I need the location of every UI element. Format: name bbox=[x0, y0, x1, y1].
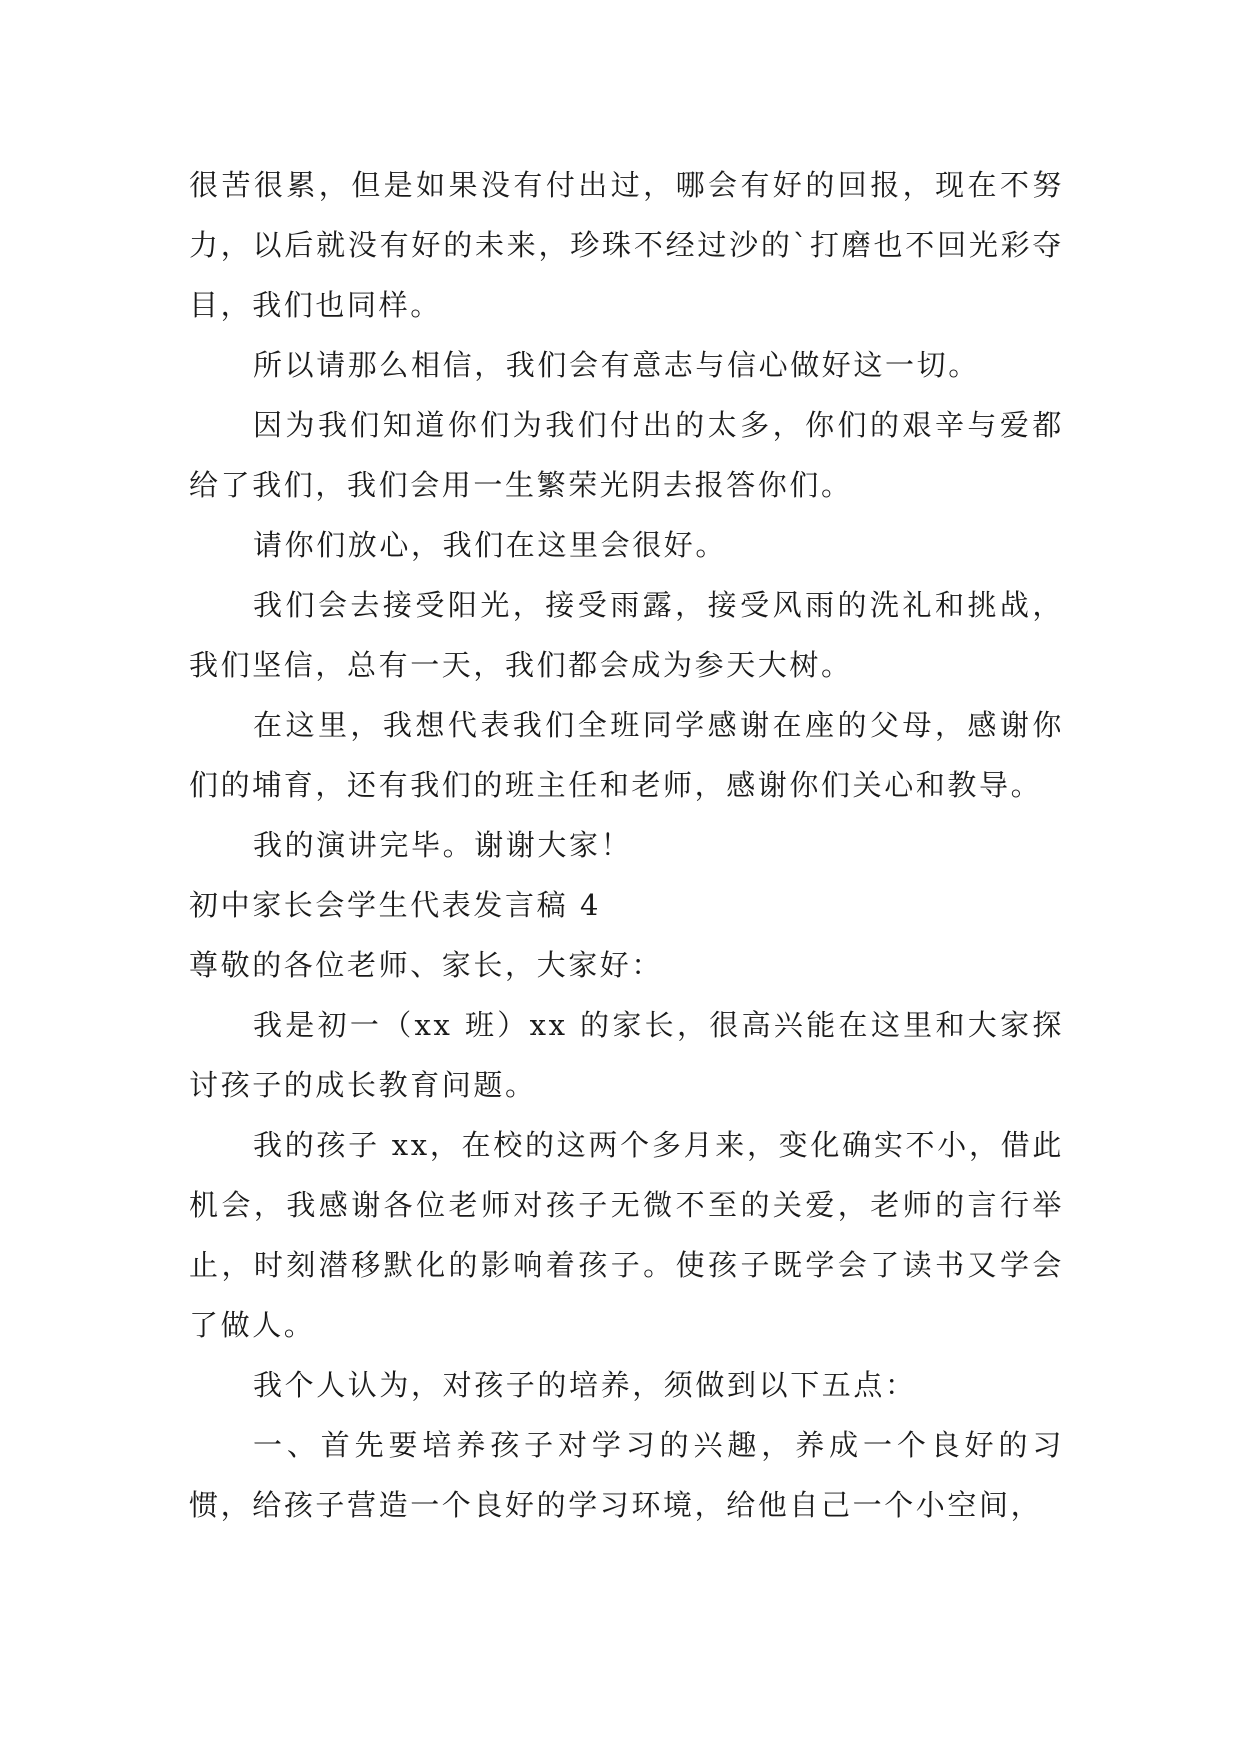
paragraph: 请你们放心，我们在这里会很好。 bbox=[253, 528, 728, 562]
section-heading: 初中家长会学生代表发言稿 4 bbox=[189, 888, 602, 922]
paragraph: 我是初一（xx 班）xx 的家长，很高兴能在这里和大家探讨孩子的成长教育问题。 bbox=[189, 1008, 1064, 1102]
salutation: 尊敬的各位老师、家长，大家好： bbox=[189, 948, 664, 982]
paragraph: 因为我们知道你们为我们付出的太多，你们的艰辛与爱都给了我们，我们会用一生繁荣光阴去报答你们。 bbox=[189, 408, 1064, 502]
paragraph: 一、首先要培养孩子对学习的兴趣，养成一个良好的习惯，给孩子营造一个良好的学习环境，给他自己一个小空间， bbox=[189, 1428, 1064, 1522]
paragraph: 我的演讲完毕。谢谢大家！ bbox=[253, 828, 633, 862]
paragraph: 我个人认为，对孩子的培养，须做到以下五点： bbox=[253, 1368, 917, 1402]
paragraph-continuation: 很苦很累，但是如果没有付出过，哪会有好的回报，现在不努力，以后就没有好的未来，珍珠不经过沙的`打磨也不回光彩夺目，我们也同样。 bbox=[189, 168, 1064, 322]
document-body bbox=[189, 155, 1064, 1535]
paragraph: 我们会去接受阳光，接受雨露，接受风雨的洗礼和挑战，我们坚信，总有一天，我们都会成为参天大树。 bbox=[189, 588, 1064, 682]
paragraph: 所以请那么相信，我们会有意志与信心做好这一切。 bbox=[253, 348, 980, 382]
paragraph: 我的孩子 xx，在校的这两个多月来，变化确实不小，借此机会，我感谢各位老师对孩子无微不至的关爱，老师的言行举止，时刻潜移默化的影响着孩子。使孩子既学会了读书又学会了做人。 bbox=[189, 1128, 1064, 1342]
paragraph: 在这里，我想代表我们全班同学感谢在座的父母，感谢你们的埔育，还有我们的班主任和老师，感谢你们关心和教导。 bbox=[189, 708, 1064, 802]
